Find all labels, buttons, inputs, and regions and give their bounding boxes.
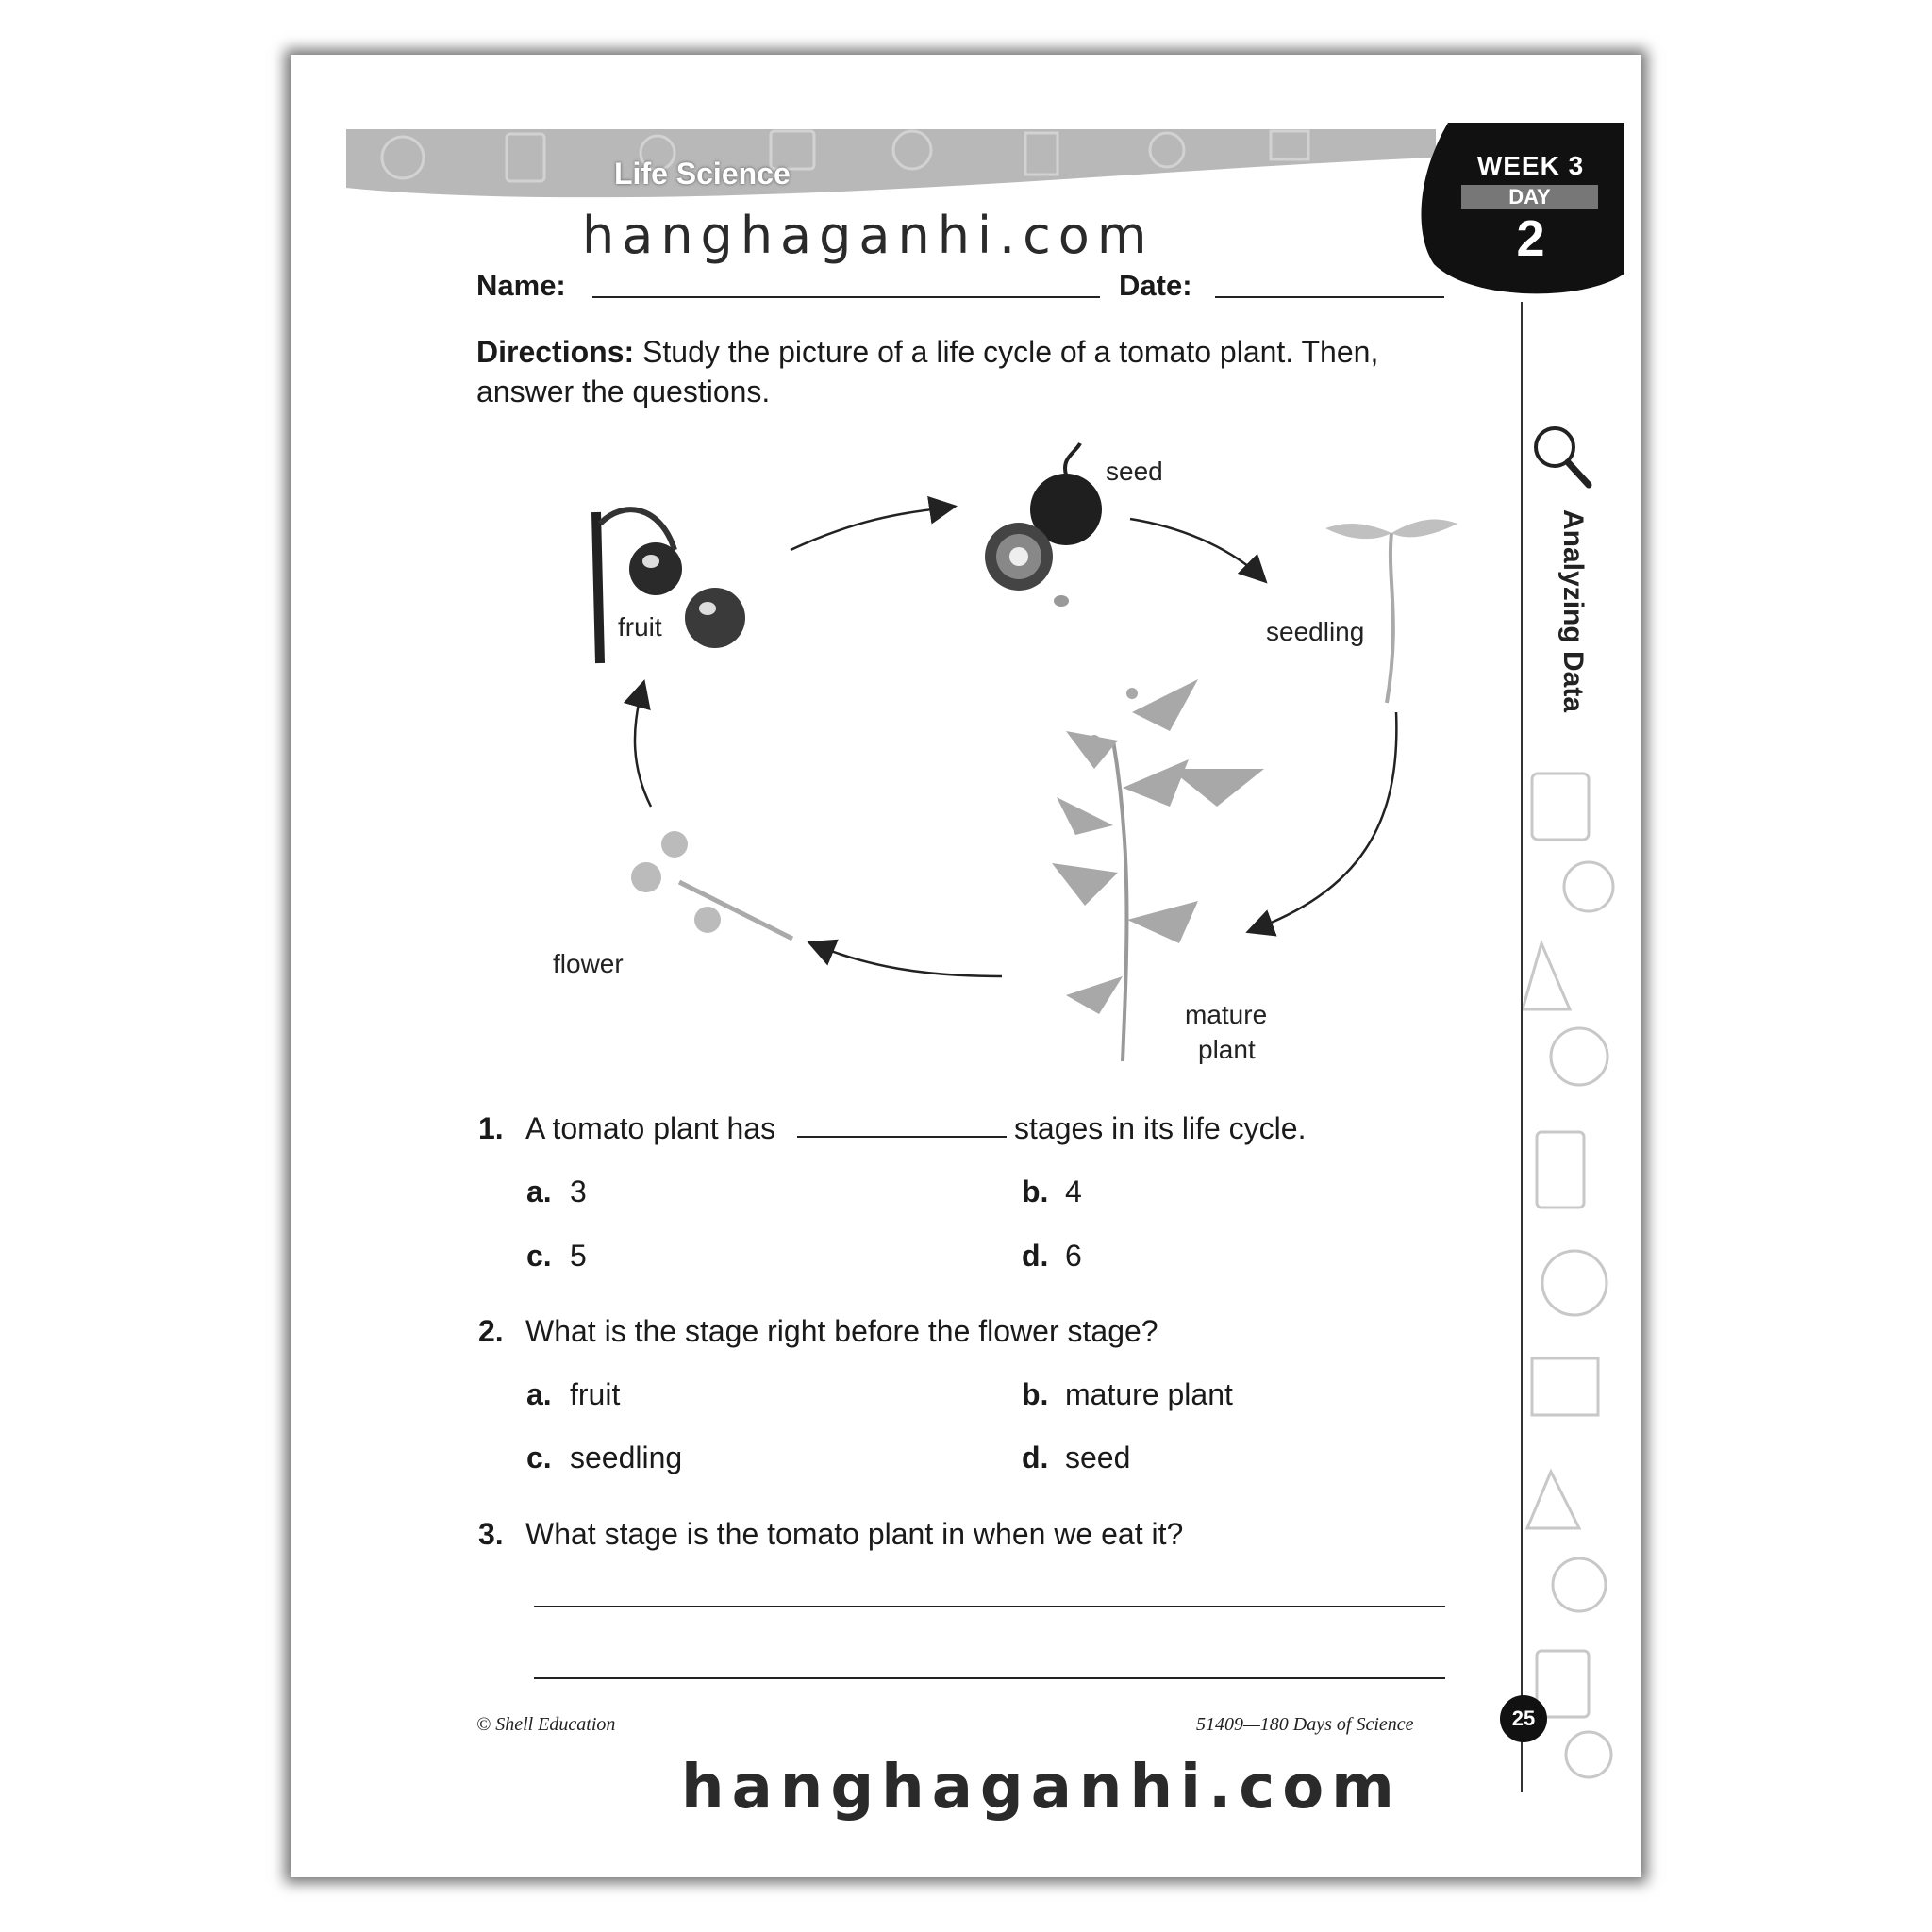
answer-line-2[interactable] [534, 1677, 1445, 1679]
stage-label-seed: seed [1106, 457, 1163, 486]
arrow-seed-to-seedling [1130, 519, 1264, 580]
arrow-flower-to-fruit [635, 684, 651, 807]
stage-label-fruit: fruit [618, 612, 662, 641]
q2-option-a[interactable]: a. fruit [526, 1377, 621, 1411]
question-3-number: 3. [478, 1517, 504, 1551]
directions [476, 332, 1457, 411]
arrow-mature-to-flower [811, 943, 1002, 976]
question-2-number: 2. [478, 1314, 504, 1348]
life-cycle-diagram [509, 429, 1472, 1071]
question-2-text: What is the stage right before the flower stage? [525, 1314, 1158, 1348]
week-label: WEEK 3 [1476, 151, 1585, 180]
seed-illustration [985, 443, 1102, 607]
stage-label-mature-line1: mature [1185, 1000, 1268, 1029]
magnifier-icon [1528, 421, 1594, 491]
page-number-badge: 25 [1500, 1695, 1547, 1742]
stage-label-seedling: seedling [1266, 617, 1365, 646]
question-3 [478, 1517, 1183, 1552]
day-number: 2 [1516, 210, 1545, 267]
flower-illustration [631, 831, 792, 939]
question-3-text: What stage is the tomato plant in when we eat it? [525, 1517, 1184, 1551]
q1-option-b[interactable]: b. 4 [1022, 1174, 1082, 1208]
q2-option-b[interactable]: b. mature plant [1022, 1377, 1233, 1411]
arrow-seedling-to-mature [1250, 712, 1396, 931]
question-1-number: 1. [478, 1111, 504, 1145]
directions-lead: Directions: [476, 335, 635, 369]
watermark-bottom: hanghaganhi.com [681, 1753, 1402, 1823]
question-2 [478, 1314, 1158, 1349]
date-label: Date: [1119, 269, 1192, 302]
sidebar-pattern [1523, 755, 1626, 1792]
question-1-text-before: A tomato plant has [525, 1111, 776, 1145]
q2-option-c[interactable]: c. seedling [526, 1441, 683, 1474]
seedling-illustration [1325, 520, 1457, 703]
watermark-top: hanghaganhi.com [582, 206, 1155, 265]
date-field[interactable] [1215, 296, 1444, 298]
question-1 [478, 1111, 775, 1146]
q1-option-d[interactable]: d. 6 [1022, 1239, 1082, 1273]
stage-label-mature-line2: plant [1198, 1035, 1256, 1064]
q2-option-d[interactable]: d. seed [1022, 1441, 1131, 1474]
q1-option-a[interactable]: a. 3 [526, 1174, 587, 1208]
footer-copyright: © Shell Education [476, 1714, 616, 1735]
stage-label-flower: flower [553, 949, 624, 978]
q1-option-c[interactable]: c. 5 [526, 1239, 587, 1273]
name-label: Name: [476, 269, 566, 302]
directions-text: Study the picture of a life cycle of a tomato plant. Then, answer the questions. [476, 335, 1379, 408]
day-label: DAY [1461, 185, 1598, 209]
arrow-fruit-to-seed [791, 507, 953, 550]
section-title: Life Science [614, 157, 791, 191]
question-1-blank[interactable] [797, 1136, 1007, 1138]
name-field[interactable] [592, 296, 1100, 298]
question-1-text-after: stages in its life cycle. [1014, 1111, 1307, 1145]
footer-book-title: 51409—180 Days of Science [1196, 1714, 1414, 1735]
answer-line-1[interactable] [534, 1606, 1445, 1607]
sidebar-label: Analyzing Data [1557, 509, 1589, 713]
